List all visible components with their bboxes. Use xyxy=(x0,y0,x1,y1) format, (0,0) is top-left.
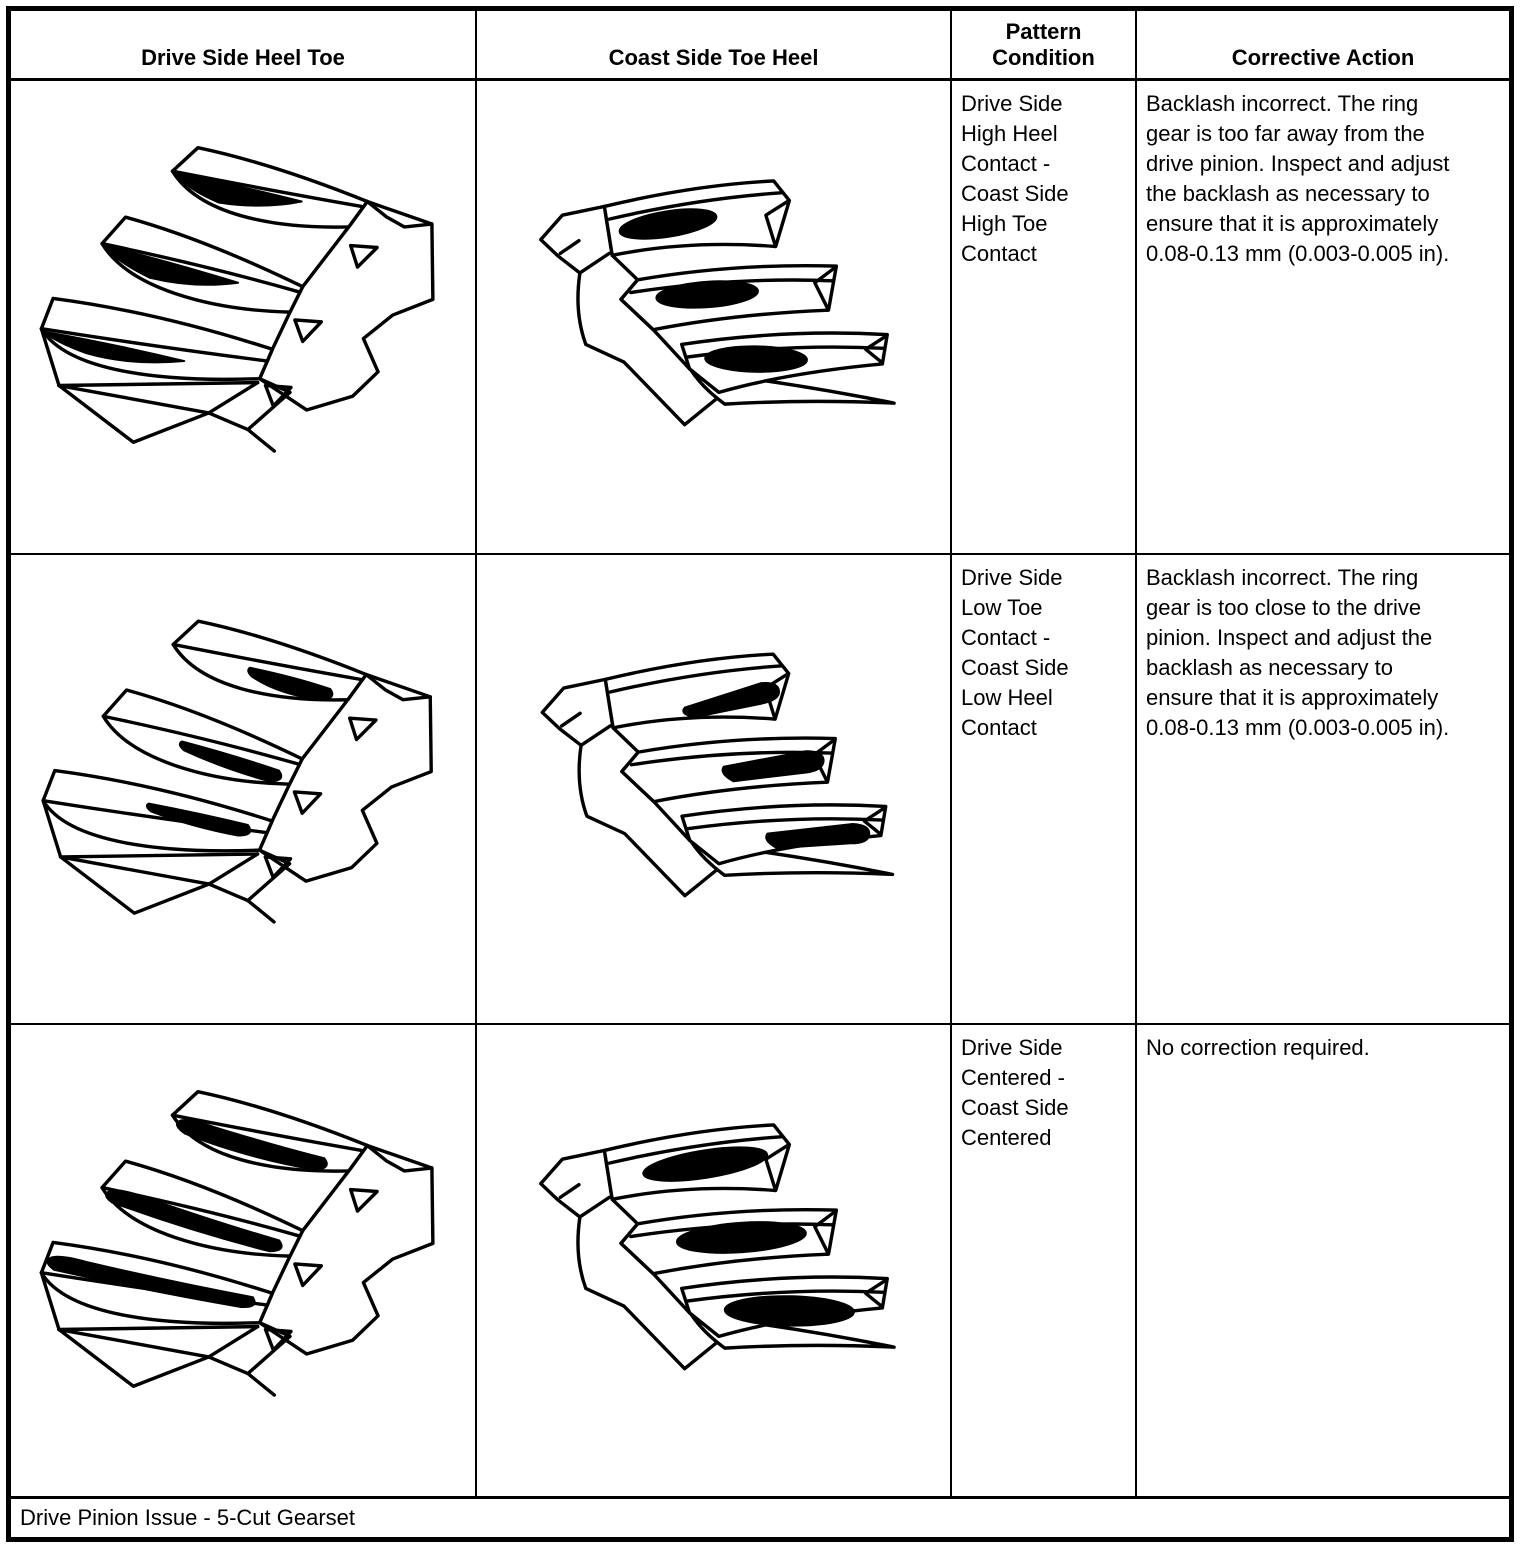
table-row-1-coast-illustration-cell xyxy=(477,81,952,555)
gear-teeth-coast-centered-contact-illustration xyxy=(484,1031,944,1491)
table-row-1-drive-illustration-cell xyxy=(11,81,477,555)
table-row-2-coast-illustration-cell xyxy=(477,555,952,1025)
gear-teeth-drive-centered-contact-illustration xyxy=(13,1031,473,1491)
gear-teeth-drive-low-toe-contact-illustration xyxy=(13,561,473,1017)
pattern-condition-row-1: Drive Side High Heel Contact - Coast Side High Toe Contact xyxy=(952,81,1137,555)
column-header-corrective-action: Corrective Action xyxy=(1137,11,1509,81)
column-header-drive-side: Drive Side Heel Toe xyxy=(11,11,477,81)
gear-teeth-drive-high-heel-contact-illustration xyxy=(13,87,473,547)
gear-teeth-coast-high-toe-contact-illustration xyxy=(484,87,944,547)
pattern-condition-row-2: Drive Side Low Toe Contact - Coast Side Low Heel Contact xyxy=(952,555,1137,1025)
corrective-action-row-3: No correction required. xyxy=(1137,1025,1509,1499)
column-header-coast-side: Coast Side Toe Heel xyxy=(477,11,952,81)
corrective-action-row-2: Backlash incorrect. The ring gear is too close to the drive pinion. Inspect and adjust the backlash as necessary to ensure that it is approximately 0.08-0.13 mm (0.003-0.005 in). xyxy=(1137,555,1509,1025)
gear-teeth-coast-low-heel-contact-illustration xyxy=(484,561,944,1017)
table-footer-caption: Drive Pinion Issue - 5-Cut Gearset xyxy=(20,1505,356,1530)
corrective-action-row-1: Backlash incorrect. The ring gear is too far away from the drive pinion. Inspect and adjust the backlash as necessary to ensure that it is approximately 0.08-0.13 mm (0.003-0.005 in). xyxy=(1137,81,1509,555)
table-row-3-drive-illustration-cell xyxy=(11,1025,477,1499)
table-row-3-coast-illustration-cell xyxy=(477,1025,952,1499)
gear-pattern-table xyxy=(6,6,1514,1542)
table-row-2-drive-illustration-cell xyxy=(11,555,477,1025)
pattern-condition-row-3: Drive Side Centered - Coast Side Centered xyxy=(952,1025,1137,1499)
column-header-pattern-condition: Pattern Condition xyxy=(952,11,1137,81)
